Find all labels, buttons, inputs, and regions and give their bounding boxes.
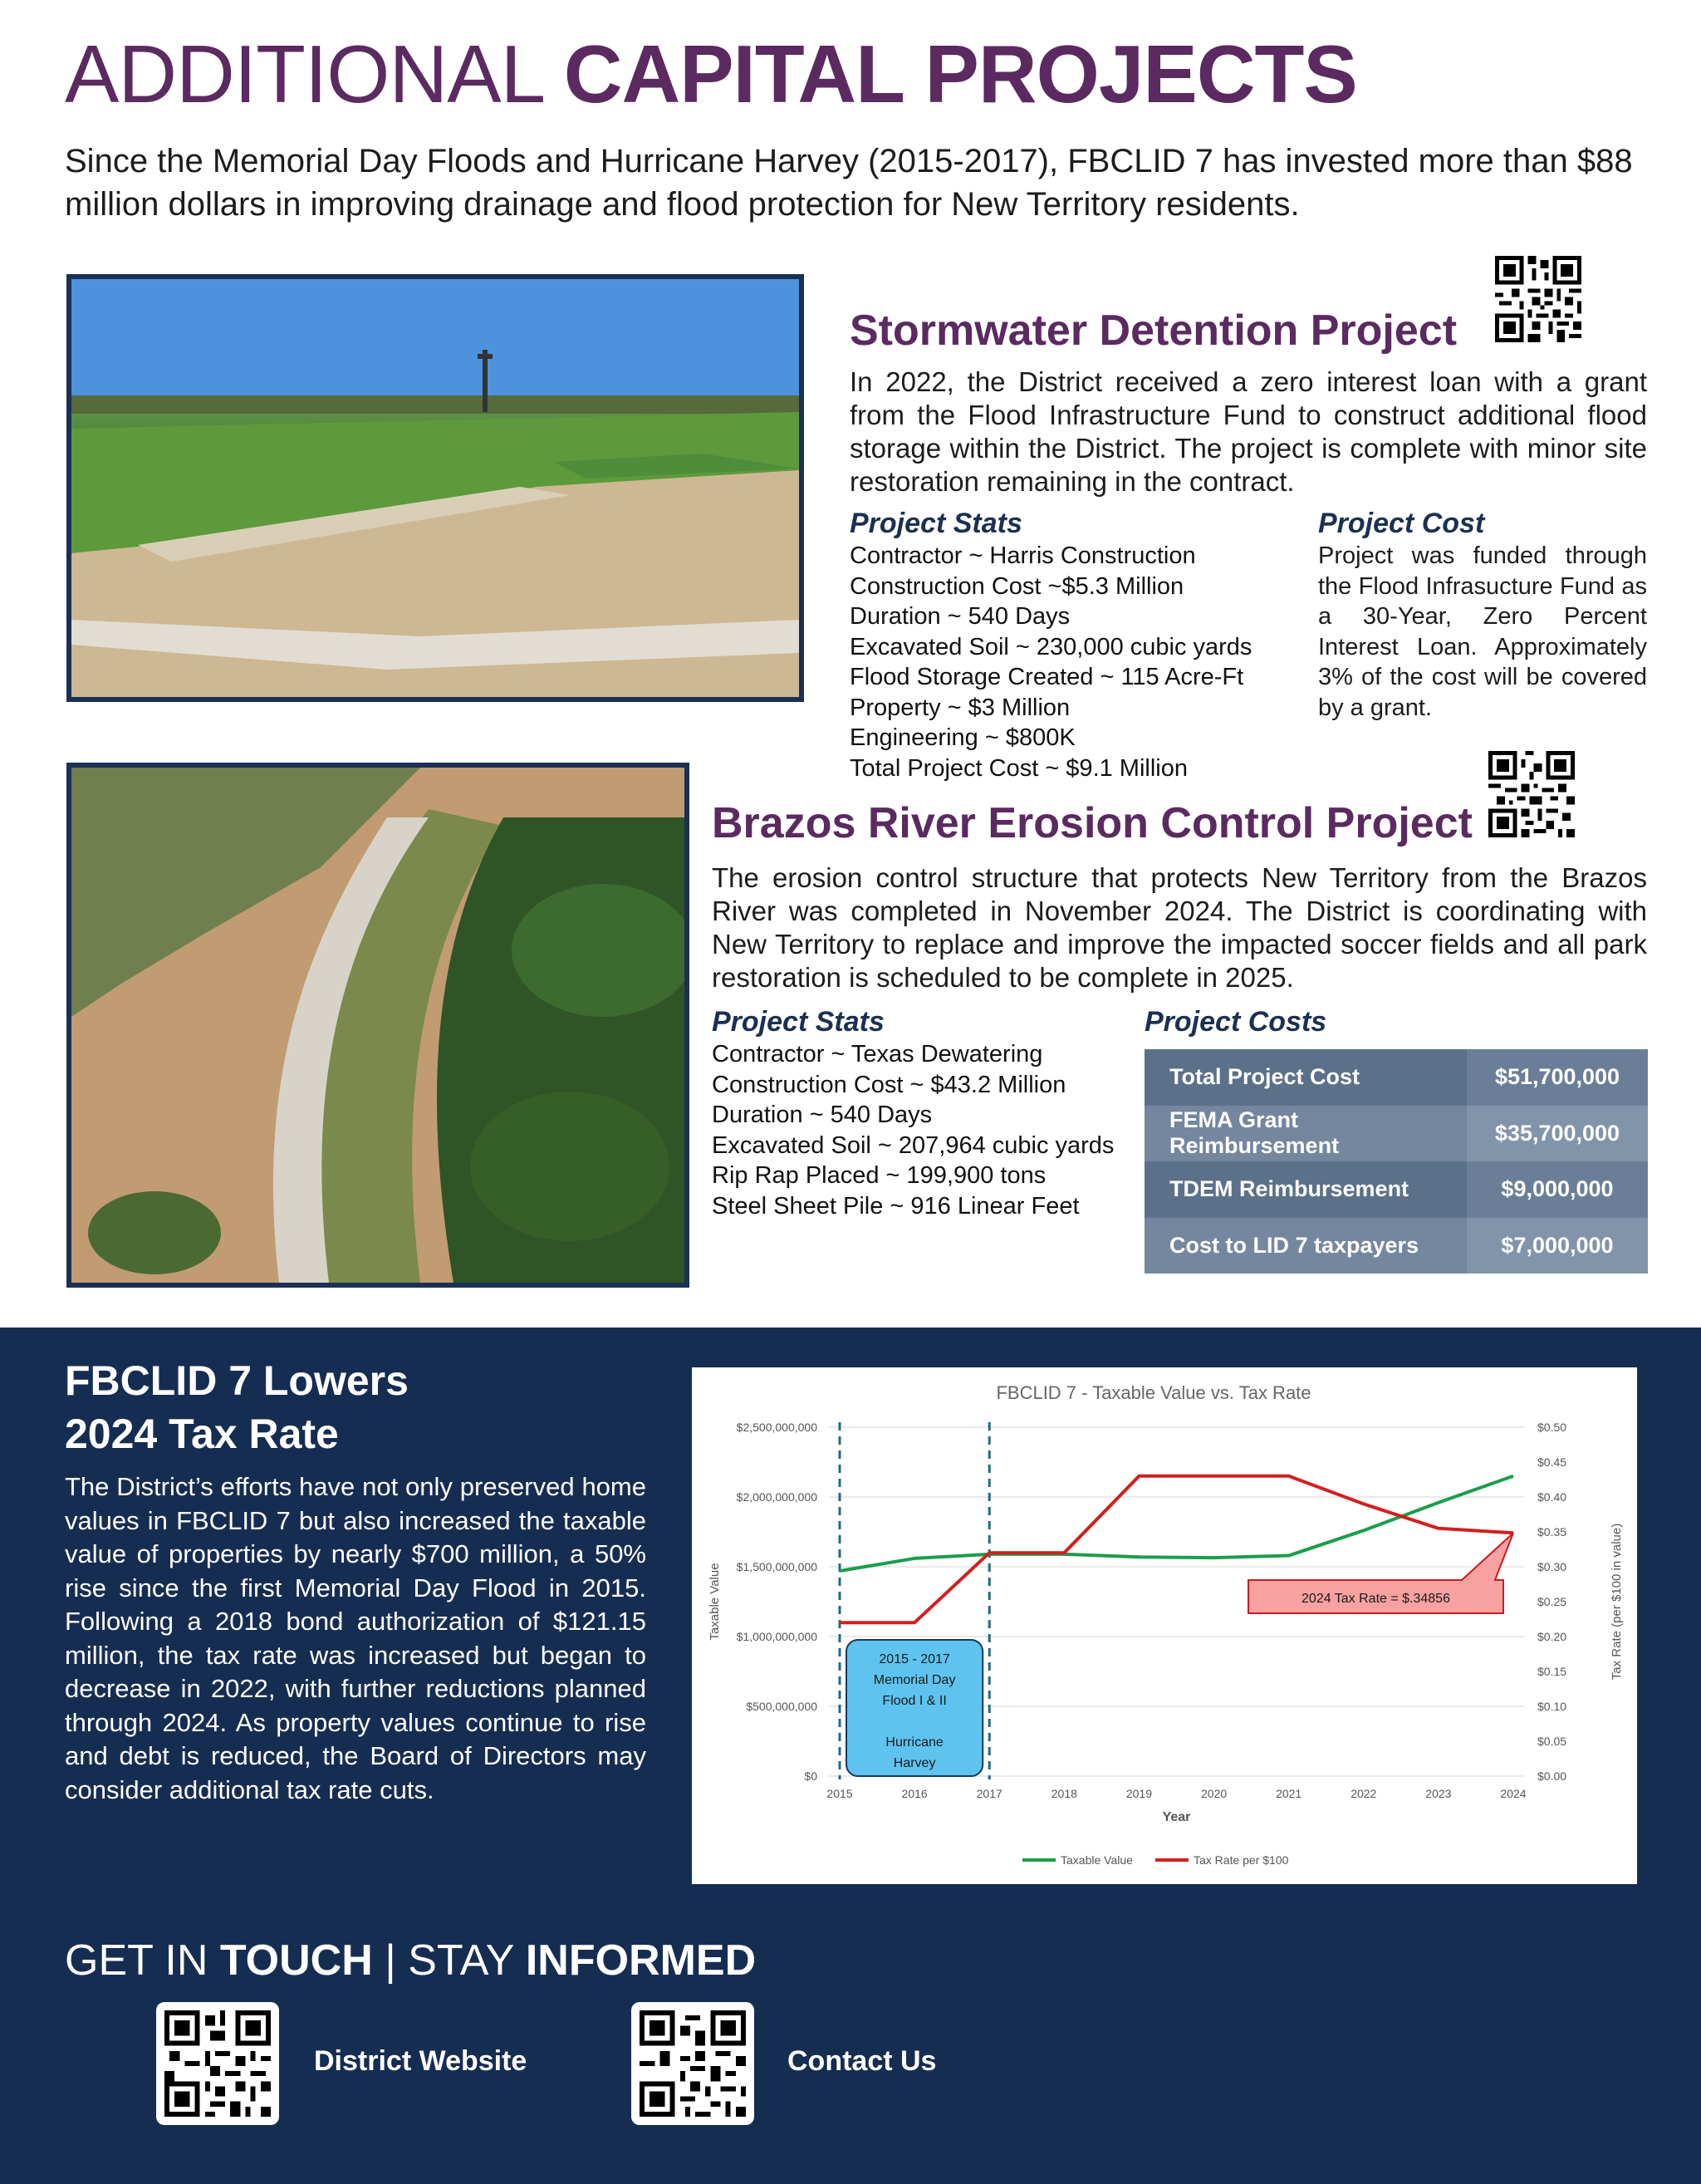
tax-rate-callout-text: 2024 Tax Rate = $.34856	[1301, 1592, 1450, 1606]
contact-us-qr[interactable]	[631, 2002, 754, 2125]
intro-paragraph: Since the Memorial Day Floods and Hurricane Harvey (2015-2017), FBCLID 7 has invested more than $88 million dollars in improving drainage and flood protection for New Territory residents.	[65, 143, 1633, 223]
stats-item: Duration ~ 540 Days	[712, 1102, 933, 1128]
qr-code-icon	[1488, 751, 1575, 837]
y-tick-right: $0.20	[1537, 1630, 1567, 1643]
get-in-touch-heading	[65, 1936, 756, 1985]
cost-label: Total Project Cost	[1145, 1049, 1467, 1106]
y-tick-right: $0.15	[1537, 1665, 1567, 1678]
chart-title: FBCLID 7 - Taxable Value vs. Tax Rate	[996, 1382, 1311, 1403]
stats-item: Excavated Soil ~ 230,000 cubic yards	[850, 633, 1252, 660]
stormwater-description: In 2022, the District received a zero interest loan with a grant from the Flood Infrastructure Fund to construct additional flood storage within the District. The project is complete with minor site restoration remaining in the contract.	[850, 366, 1647, 497]
stats-item: Property ~ $3 Million	[850, 694, 1071, 721]
qr-code-icon	[1495, 256, 1581, 342]
cost-value: $7,000,000	[1467, 1218, 1648, 1274]
period-annotation-line: 2015 - 2017	[879, 1652, 950, 1666]
table-row	[1145, 1218, 1648, 1274]
y-tick-left: $0	[804, 1769, 817, 1783]
y-tick-left: $2,000,000,000	[736, 1490, 817, 1504]
touch-part: TOUCH	[219, 1936, 373, 1985]
table-row	[1145, 1161, 1648, 1218]
y-tick-right: $0.45	[1537, 1455, 1567, 1469]
x-tick: 2017	[976, 1787, 1002, 1800]
y-tick-right: $0.40	[1537, 1490, 1567, 1504]
y-tick-right: $0.35	[1537, 1525, 1567, 1539]
y-axis-label-right: Tax Rate (per $100 in value)	[1610, 1523, 1624, 1681]
tax-chart	[692, 1367, 1637, 1884]
chart-annotations	[846, 1533, 1513, 1776]
stats-item: Steel Sheet Pile ~ 916 Linear Feet	[712, 1192, 1080, 1220]
stats-item: Construction Cost ~$5.3 Million	[850, 572, 1184, 600]
cost-label: TDEM Reimbursement	[1145, 1161, 1467, 1218]
cost-label: Cost to LID 7 taxpayers	[1145, 1218, 1467, 1274]
y-tick-left: $500,000,000	[746, 1700, 817, 1713]
y-tick-left: $2,500,000,000	[736, 1421, 817, 1434]
period-annotation-line: Harvey	[893, 1756, 936, 1770]
table-row	[1145, 1049, 1648, 1106]
series-line	[840, 1476, 1513, 1571]
stormwater-stats-heading: Project Stats	[850, 508, 1022, 539]
title-bold: CAPITAL PROJECTS	[563, 28, 1357, 120]
tax-paragraph: The District’s efforts have not only preserved home values in FBCLID 7 but also increased the taxable value of properties by nearly $700 million, a 50% rise since the first Memorial Day Flood in 2015. Following a 2018 bond authorization of $121.15 million, the tax rate was increased but began to decrease in 2022, with further reductions planned through 2024. As property values continue to rise and debt is reduced, the Board of Directors may consider additional tax rate cuts.	[65, 1472, 646, 1804]
y-tick-right: $0.25	[1537, 1595, 1567, 1608]
tax-chart-svg	[692, 1367, 1637, 1884]
district-website-link[interactable]: District Website	[314, 2045, 527, 2077]
cost-value: $9,000,000	[1467, 1161, 1648, 1218]
stormwater-photo-art	[71, 279, 799, 697]
y-tick-right: $0.50	[1537, 1421, 1567, 1434]
x-tick: 2019	[1125, 1787, 1153, 1800]
district-website-qr[interactable]	[156, 2002, 279, 2125]
x-axis-label: Year	[1162, 1810, 1191, 1824]
x-tick: 2018	[1051, 1787, 1077, 1800]
x-tick: 2020	[1200, 1787, 1228, 1800]
brazos-stats-list	[712, 1039, 1114, 1221]
stats-item: Rip Rap Placed ~ 199,900 tons	[712, 1162, 1047, 1189]
stormwater-title: Stormwater Detention Project	[850, 307, 1458, 355]
page-title	[65, 28, 1357, 120]
title-light: ADDITIONAL	[65, 28, 564, 120]
stats-item: Construction Cost ~ $43.2 Million	[712, 1071, 1066, 1098]
stats-item: Contractor ~ Texas Dewatering	[712, 1041, 1043, 1067]
period-annotation-line: Memorial Day	[873, 1673, 956, 1687]
period-annotation-line: Hurricane	[885, 1735, 944, 1750]
stats-item: Engineering ~ $800K	[850, 724, 1076, 751]
y-tick-right: $0.10	[1537, 1700, 1567, 1713]
stormwater-photo	[66, 274, 804, 702]
contact-us-link[interactable]: Contact Us	[787, 2045, 937, 2077]
y-axis-label-left: Taxable Value	[708, 1563, 722, 1641]
y-tick-right: $0.05	[1537, 1735, 1567, 1748]
brazos-qr-code[interactable]	[1488, 751, 1575, 837]
x-tick: 2015	[826, 1787, 853, 1800]
brazos-title: Brazos River Erosion Control Project	[712, 799, 1473, 847]
stats-item: Excavated Soil ~ 207,964 cubic yards	[712, 1131, 1115, 1159]
touch-part: | STAY	[372, 1936, 526, 1985]
table-row	[1145, 1106, 1648, 1162]
x-tick: 2023	[1425, 1787, 1452, 1800]
brazos-photo-art	[71, 768, 684, 1283]
period-annotation-line: Flood I & II	[882, 1694, 947, 1708]
x-tick: 2022	[1351, 1787, 1377, 1800]
x-tick: 2021	[1276, 1787, 1302, 1800]
cost-label: FEMA Grant Reimbursement	[1145, 1106, 1467, 1162]
cost-value: $35,700,000	[1467, 1106, 1648, 1162]
stats-item: Total Project Cost ~ $9.1 Million	[850, 754, 1188, 782]
brazos-cost-heading: Project Costs	[1145, 1006, 1327, 1038]
stats-item: Flood Storage Created ~ 115 Acre-Ft	[850, 664, 1244, 690]
brazos-stats-heading: Project Stats	[712, 1006, 885, 1038]
stormwater-cost-text: Project was funded through the Flood Infrasucture Fund as a 30-Year, Zero Percent Interest Loan. Approximately 3% of the cost will be covered by a grant.	[1318, 542, 1647, 721]
touch-part: INFORMED	[525, 1936, 757, 1985]
legend-label: Tax Rate per $100	[1194, 1853, 1289, 1867]
touch-part: GET IN	[65, 1936, 220, 1985]
brazos-river-photo	[66, 763, 689, 1288]
y-tick-left: $1,500,000,000	[736, 1560, 817, 1573]
chart-labels	[708, 1382, 1624, 1867]
x-tick: 2016	[901, 1787, 928, 1800]
stormwater-qr-code[interactable]	[1495, 256, 1581, 342]
x-tick: 2024	[1500, 1787, 1527, 1800]
brazos-description: The erosion control structure that protects New Territory from the Brazos River was completed in November 2024. The District is coordinating with New Territory to replace and improve the impacted soccer fields and all park restoration is scheduled to be complete in 2025.	[712, 862, 1647, 993]
tax-heading-line1: FBCLID 7 Lowers	[65, 1357, 409, 1404]
stats-item: Contractor ~ Harris Construction	[850, 542, 1196, 569]
legend-label: Taxable Value	[1061, 1853, 1133, 1867]
tax-heading	[65, 1354, 646, 1460]
stormwater-cost-heading: Project Cost	[1318, 508, 1485, 539]
y-tick-left: $1,000,000,000	[736, 1630, 817, 1643]
y-tick-right: $0.00	[1537, 1769, 1567, 1783]
cost-value: $51,700,000	[1467, 1049, 1648, 1106]
project-costs-table	[1145, 1049, 1648, 1274]
stormwater-stats-list	[850, 541, 1252, 783]
y-tick-right: $0.30	[1537, 1560, 1567, 1573]
qr-code-icon	[164, 2010, 271, 2117]
stats-item: Duration ~ 540 Days	[850, 603, 1071, 630]
tax-heading-line2: 2024 Tax Rate	[65, 1411, 339, 1457]
qr-code-icon	[640, 2010, 746, 2117]
